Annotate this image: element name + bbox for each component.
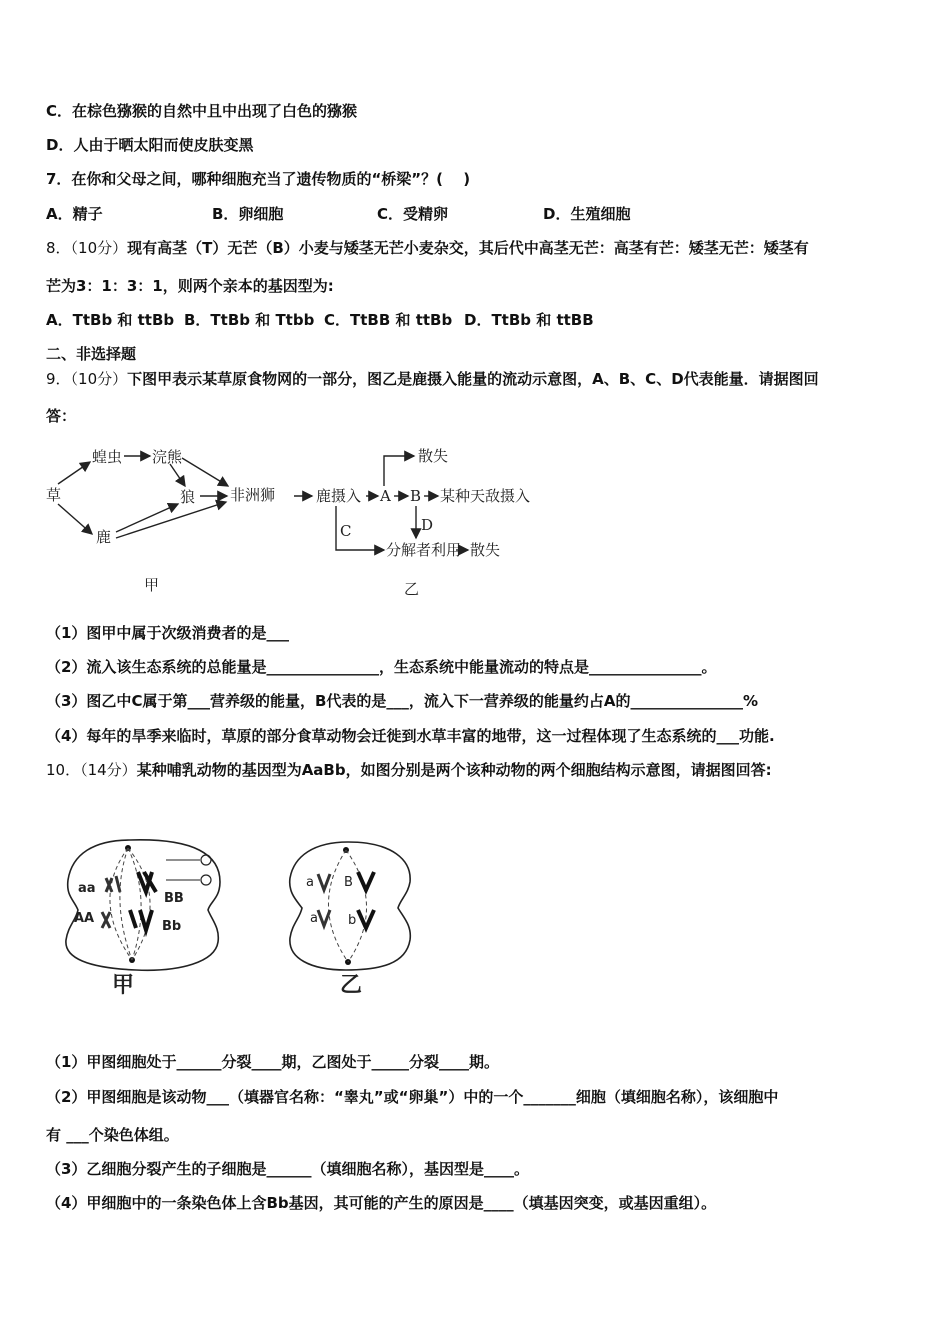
q9-stem-text: 下图甲表示某草原食物网的一部分，图乙是鹿摄入能量的流动示意图，A、B、C、D代表能量．请据图回 [127,370,819,388]
cell-yi-chromosome-b-upper [358,872,374,890]
cell-yi-chromosome-a-lower [318,910,330,926]
label-aa: aa [78,881,96,896]
q8-stem-line1 [46,239,809,257]
cell-jia-spindle [110,848,150,960]
label-c: C [340,522,352,540]
cell-yi-caption: 乙 [340,973,363,995]
q8-options [46,311,594,329]
node-deer: 鹿 [96,528,112,546]
q8-stem-text: 现有高茎（T）无芒（B）小麦与矮茎无芒小麦杂交，其后代中高茎无芒：高茎有芒：矮茎无芒：矮茎有 [127,239,809,257]
cell-jia-membrane [66,840,220,970]
label-Bb: Bb [162,919,182,934]
cell-yi-chromosome-a-upper [318,874,330,890]
q8-option-d: D．TtBb 和 ttBB [464,311,594,329]
node-grass: 草 [46,486,62,504]
q7-stem: 7．在你和父母之间，哪种细胞充当了遗传物质的“桥梁”？( ) [46,170,471,188]
q10-stem [46,761,772,779]
arrow-grass-locust [58,462,90,484]
cell-jia-marker-2 [201,875,211,885]
label-a: A [380,487,391,505]
label-deer-intake: 鹿摄入 [316,487,362,505]
label-AA: AA [74,911,95,926]
cell-jia-chromosome-bb [138,872,156,892]
q10-number: 10．（14分） [46,761,137,779]
node-locust: 蝗虫 [92,448,123,466]
q10-sub3: （3）乙细胞分裂产生的子细胞是______（填细胞名称），基因型是____。 [46,1160,529,1178]
q9-number: 9．（10分） [46,370,128,388]
figure-jia-caption: 甲 [144,576,160,594]
arrow-a-loss [384,456,414,486]
arrow-grass-deer [58,504,92,534]
q10-sub2-line2: 有 ___个染色体组。 [46,1126,179,1144]
label-BB: BB [164,891,184,906]
q10-sub1: （1）甲图细胞处于______分裂____期，乙图处于_____分裂____期。 [46,1053,499,1071]
node-wolf: 狼 [180,488,196,506]
q8-stem-line2: 芒为3：1：3：1，则两个亲本的基因型为: [46,277,334,295]
label-yi-B: B [344,875,353,890]
q8-option-b: B．TtBb 和 Ttbb [184,311,315,329]
cell-yi-membrane [290,842,411,970]
label-d: D [421,516,434,534]
cell-jia-chromosome-aa [106,876,120,892]
q10-sub4: （4）甲细胞中的一条染色体上含Bb基因，其可能的产生的原因是____（填基因突变，或基因重组）。 [46,1194,717,1212]
cell-yi-figure [280,830,420,995]
q10-stem-text: 某种哺乳动物的基因型为AaBb，如图分别是两个该种动物的两个细胞结构示意图，请据图回答: [136,761,772,779]
q7-option-b: B．卵细胞 [212,205,284,223]
q7-option-c: C．受精卵 [377,205,449,223]
energy-flow-figure [290,440,540,600]
arrow-raccoon-lion [182,458,228,486]
cell-jia-caption: 甲 [112,973,135,995]
figure-yi-caption: 乙 [404,580,420,598]
q9-sub2: （2）流入该生态系统的总能量是_______________，生态系统中能量流动的特点是_______________。 [46,658,717,676]
arrow-raccoon-wolf [170,464,185,486]
q9-stem-line1 [46,370,819,388]
q9-sub4: （4）每年的旱季来临时，草原的部分食草动物会迁徙到水草丰富的地带，这一过程体现了生态系统的___功能. [46,727,775,745]
node-lion: 非洲狮 [230,486,276,504]
q7-option-a: A．精子 [46,205,103,223]
label-yi-a1: a [306,875,314,890]
label-predator-intake: 某种天敌摄入 [440,487,531,505]
q9-stem-line2: 答： [46,407,77,425]
node-raccoon: 浣熊 [152,448,183,466]
food-web-figure [40,440,290,600]
q6-option-c: C．在棕色猕猴的自然中且中出现了白色的猕猴 [46,102,358,120]
q10-sub2-line1: （2）甲图细胞是该动物___（填器官名称：“睾丸”或“卵巢”）中的一个_______细胞（填细胞名称），该细胞中 [46,1088,779,1106]
label-decomposer: 分解者利用 [386,541,462,559]
cell-yi-spindle [328,850,366,962]
cell-jia-chromosome-aa-lower [102,912,110,928]
q7-option-d: D．生殖细胞 [543,205,631,223]
q9-sub1: （1）图甲中属于次级消费者的是___ [46,624,289,642]
q8-number: 8．（10分） [46,239,128,257]
label-yi-a2: a [310,911,318,926]
label-loss-bottom: 散失 [470,541,501,559]
label-loss-top: 散失 [418,447,449,465]
q8-option-c: C．TtBB 和 ttBb [324,311,453,329]
cell-jia-marker-1 [201,855,211,865]
q7-options [46,205,630,223]
cell-jia-chromosome-bb-lower [130,910,152,930]
q9-sub3: （3）图乙中C属于第___营养级的能量，B代表的是___，流入下一营养级的能量约占A的_______________% [46,692,759,710]
q8-option-a: A．TtBb 和 ttBb [46,311,175,329]
q6-option-d: D．人由于晒太阳而使皮肤变黑 [46,136,254,154]
cell-jia-figure [60,830,230,995]
section-title: 二、非选择题 [46,345,137,363]
label-yi-b: b [348,913,357,928]
label-b: B [410,487,422,505]
